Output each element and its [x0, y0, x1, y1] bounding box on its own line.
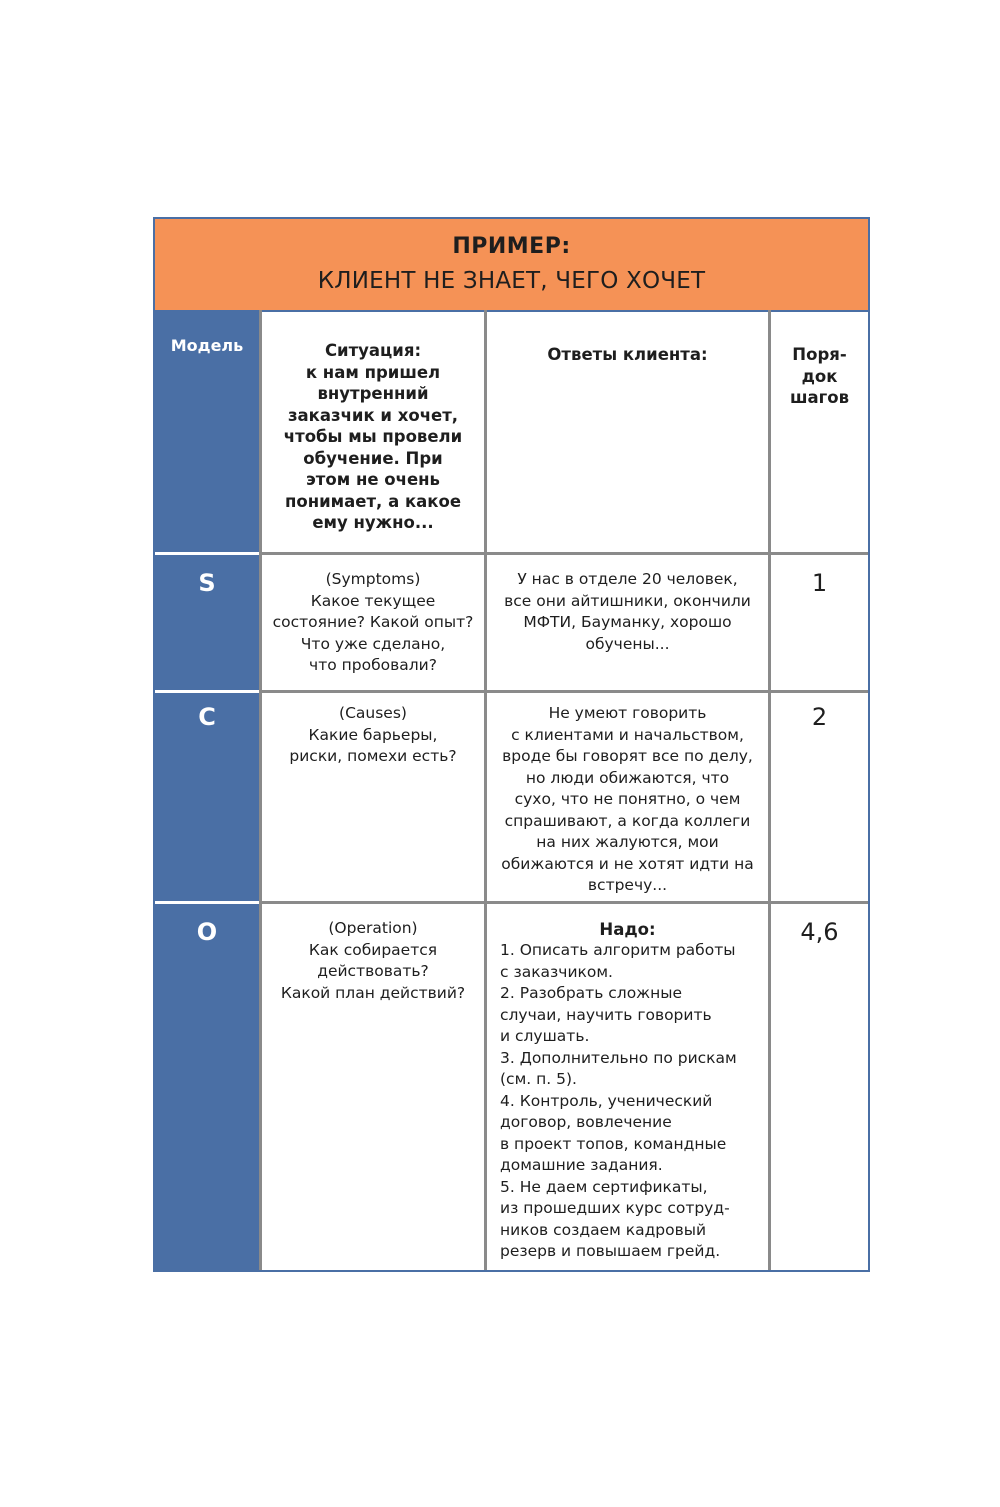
card-header	[155, 219, 868, 312]
c-answer: Не умеют говорить с клиентами и начальством, вроде бы говорят все по делу, но люди обижаются, что сухо, что не понятно, о чем спрашивают, а когда коллеги на них жалуются, мои обижаются и не хотят идти на встречу...	[501, 704, 754, 894]
model-header: Модель	[170, 336, 244, 355]
o-question: (Operation) Как собирается действовать? Какой план действий?	[280, 919, 466, 1002]
card-subtitle: КЛИЕНТ НЕ ЗНАЕТ, ЧЕГО ХОЧЕТ	[317, 268, 706, 294]
card-title: ПРИМЕР:	[452, 234, 571, 259]
situation-header: Ситуация: к нам пришел внутренний заказчик и хочет, чтобы мы провели обучение. При этом не очень понимает, а какое ему нужно...	[283, 341, 463, 532]
c-question: (Causes) Какие барьеры, риски, помехи есть?	[289, 704, 457, 765]
s-answer: У нас в отделе 20 человек, все они айтишники, окончили МФТИ, Бауманку, хорошо обучены...	[504, 570, 751, 653]
s-order: 1	[811, 569, 828, 597]
row-letter-o: O	[196, 918, 218, 946]
answers-header: Ответы клиента:	[547, 345, 708, 364]
o-answer: 1. Описать алгоритм работы с заказчиком. 2. Разобрать сложные случаи, научить говорить и слушать. 3. Дополнительно по рискам (см. п. 5). 4. Контроль, ученический договор, вовлечение в проект топов, командные домашние задания. 5. Не даем сертификаты, из прошедших курс сотруд- ников создаем кадровый резерв и повышаем грейд.	[500, 941, 737, 1260]
o-order: 4,6	[800, 918, 839, 946]
row-letter-c: C	[198, 703, 216, 731]
c-order: 2	[811, 703, 828, 731]
row-letter-s: S	[198, 569, 216, 597]
s-question: (Symptoms) Какое текущее состояние? Какой опыт? Что уже сделано, что пробовали?	[272, 570, 474, 674]
o-answer-title: Надо:	[599, 920, 656, 939]
order-header: Поря- док шагов	[789, 345, 850, 407]
example-card	[153, 217, 870, 1272]
model-column	[155, 310, 259, 1270]
